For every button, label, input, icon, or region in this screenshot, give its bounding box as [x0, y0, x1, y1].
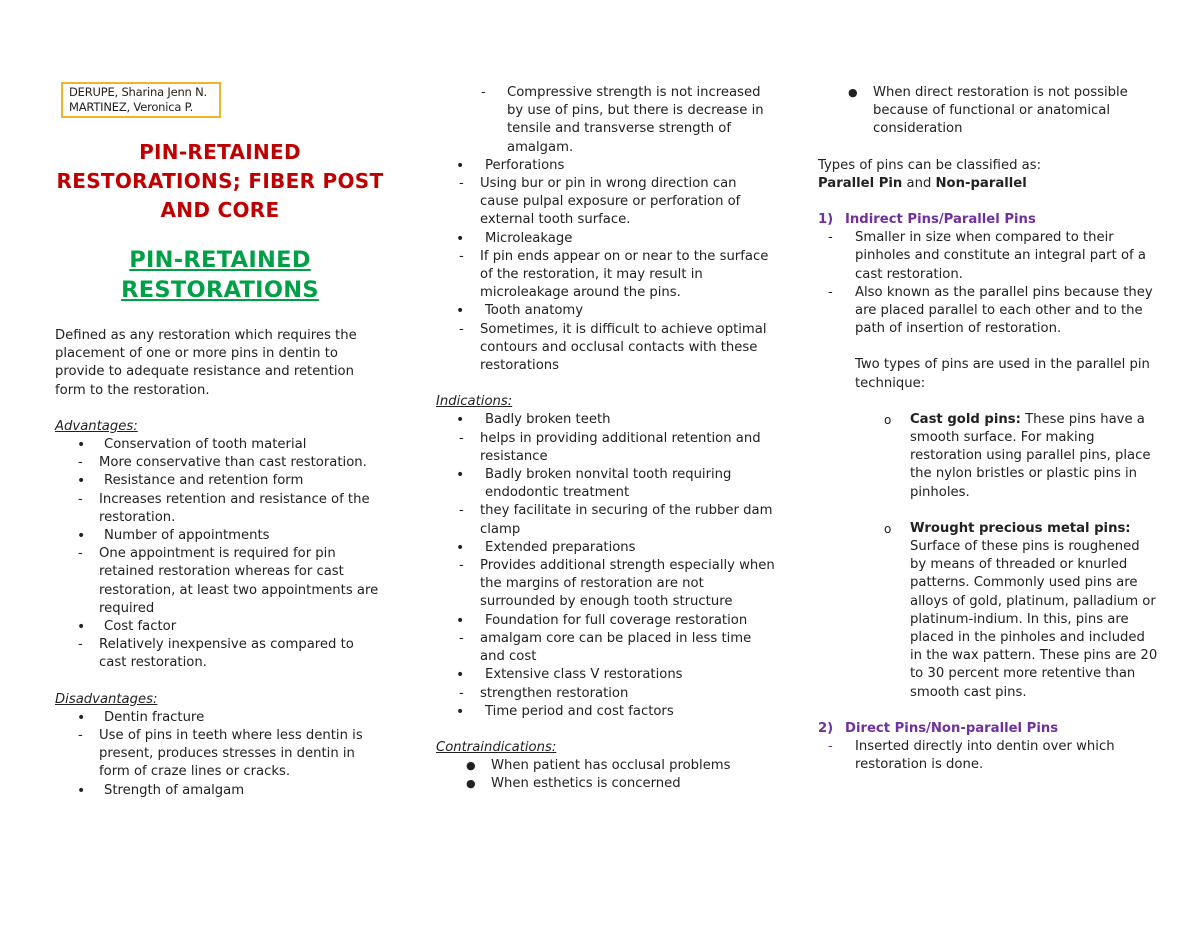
list-item: - Also known as the parallel pins because they are placed parallel to each other and to the path of insertion of restoration. [828, 284, 1158, 339]
item-detail: - More conservative than cast restoration. [78, 454, 385, 472]
list-item [55, 618, 385, 673]
cast-gold-label: Cast gold pins: [910, 411, 1021, 427]
list-item [55, 527, 385, 618]
heading-text: Direct Pins/Non-parallel Pins [845, 720, 1059, 736]
list-item [436, 612, 776, 667]
item-detail: - helps in providing additional retention and resistance [459, 430, 776, 466]
list-item [436, 703, 776, 721]
item-label: Tooth anatomy [485, 303, 584, 319]
heading-number: 1) [818, 212, 834, 228]
contraindications-list-cont [818, 84, 1158, 139]
list-item [436, 466, 776, 539]
list-item [436, 411, 776, 466]
page-title: PIN-RETAINED RESTORATIONS; FIBER POST AND CORE [56, 140, 384, 222]
item-detail: - One appointment is required for pin retained restoration whereas for cast restoration, at least two appointments are required [78, 545, 385, 618]
item-label: Dentin fracture [104, 709, 205, 725]
indications-heading: Indications: [436, 394, 513, 410]
item-detail: - strengthen restoration [459, 685, 776, 703]
item-detail: - Increases retention and resistance of the restoration. [78, 491, 385, 527]
column-3 [818, 84, 1158, 775]
direct-pins-heading [818, 720, 1158, 738]
item-label: Strength of amalgam [104, 782, 245, 798]
cast-gold-text: These pins have a smooth surface. For making restoration using parallel pins, place the nylon bristles or plastic pins in pinholes. [910, 411, 1151, 500]
item-detail: - Using bur or pin in wrong direction can cause pulpal exposure or perforation of external tooth surface. [459, 175, 776, 230]
indirect-pins-heading [818, 211, 1158, 229]
section-title: PIN-RETAINED RESTORATIONS [121, 247, 319, 303]
list-item [436, 539, 776, 612]
list-item: ● When direct restoration is not possible because of functional or anatomical consideration [818, 84, 1158, 139]
item-detail: - they facilitate in securing of the rubber dam clamp [459, 502, 776, 538]
advantages-list [55, 436, 385, 673]
item-detail: - If pin ends appear on or near to the surface of the restoration, it may result in microleakage around the pins. [459, 248, 776, 303]
list-item [818, 520, 1158, 702]
item-label: Foundation for full coverage restoration [485, 612, 748, 628]
item-label: Cost factor [104, 619, 177, 635]
author-1: DERUPE, Sharina Jenn N. [69, 85, 207, 99]
item-label: Conservation of tooth material [104, 437, 307, 453]
item-detail: - Relatively inexpensive as compared to cast restoration. [78, 636, 385, 672]
column-1 [55, 82, 385, 800]
item-label: Badly broken teeth [485, 412, 611, 428]
list-item [818, 411, 1158, 502]
list-item [55, 472, 385, 527]
heading-number: 2) [818, 720, 834, 736]
contraindications-heading: Contraindications: [436, 739, 557, 755]
list-item [436, 302, 776, 375]
item-detail: - Sometimes, it is difficult to achieve optimal contours and occlusal contacts with these restorations [459, 321, 776, 376]
list-item [55, 436, 385, 472]
item-detail: - Provides additional strength especially when the margins of restoration are not surrounded by enough tooth structure [459, 557, 776, 612]
item-detail: - amalgam core can be placed in less time and cost [459, 630, 776, 666]
item-detail: - Compressive strength is not increased by use of pins, but there is decrease in tensile and transverse strength of amalgam. [481, 84, 776, 157]
column-2 [436, 84, 776, 794]
item-label: Perforations [485, 157, 565, 173]
direct-points [818, 738, 1158, 774]
advantages-heading: Advantages: [55, 418, 138, 434]
list-item [436, 666, 776, 702]
amalgam-detail-list [436, 84, 776, 157]
pin-types-list [818, 411, 1158, 702]
list-item: - Smaller in size when compared to their pinholes and constitute an integral part of a cast restoration. [828, 229, 1158, 284]
types-intro: Types of pins can be classified as: [818, 157, 1042, 173]
item-label: Microleakage [485, 230, 573, 246]
types-paragraph [818, 157, 1158, 193]
wrought-label: Wrought precious metal pins: [910, 520, 1131, 536]
item-label: Number of appointments [104, 528, 270, 544]
two-types-text: Two types of pins are used in the parallel pin technique: [855, 357, 1150, 391]
types-names [818, 175, 1158, 193]
list-item: - Inserted directly into dentin over which restoration is done. [828, 738, 1158, 774]
item-label: Badly broken nonvital tooth requiring endodontic treatment [485, 467, 732, 501]
disadvantages-heading: Disadvantages: [55, 691, 158, 707]
list-item [436, 230, 776, 303]
indirect-points [818, 229, 1158, 338]
item-label: Extensive class V restorations [485, 667, 683, 683]
list-item [55, 782, 385, 800]
disadvantages-list-cont [436, 157, 776, 375]
and-text: and [906, 175, 932, 191]
list-item [55, 709, 385, 782]
item-label: Extended preparations [485, 539, 636, 555]
list-item: ● When esthetics is concerned [436, 775, 776, 793]
parallel-pin-label: Parallel Pin [818, 175, 903, 191]
indications-list [436, 411, 776, 720]
wrought-text: Surface of these pins is roughened by means of threaded or knurled patterns. Commonly used pins are alloys of gold, platinum, palladium or platinum-indium. In this, pins are placed in the pinholes and included in the wax pattern. These pins are 20 to 30 percent more retentive than smooth cast pins. [910, 539, 1158, 700]
authors-box [61, 82, 221, 118]
list-item: ● When patient has occlusal problems [436, 757, 776, 775]
disadvantages-list [55, 709, 385, 800]
heading-text: Indirect Pins/Parallel Pins [845, 212, 1036, 228]
item-label: Resistance and retention form [104, 473, 304, 489]
item-detail: - Use of pins in teeth where less dentin is present, produces stresses in dentin in form of craze lines or cracks. [78, 727, 385, 782]
list-item [436, 157, 776, 230]
definition-text: Defined as any restoration which requires the placement of one or more pins in dentin to provide to adequate resistance and retention form to the restoration. [55, 328, 357, 398]
nonparallel-label: Non-parallel [935, 175, 1027, 191]
contraindications-list [436, 757, 776, 793]
author-2: MARTINEZ, Veronica P. [69, 100, 194, 114]
item-label: Time period and cost factors [485, 703, 674, 719]
